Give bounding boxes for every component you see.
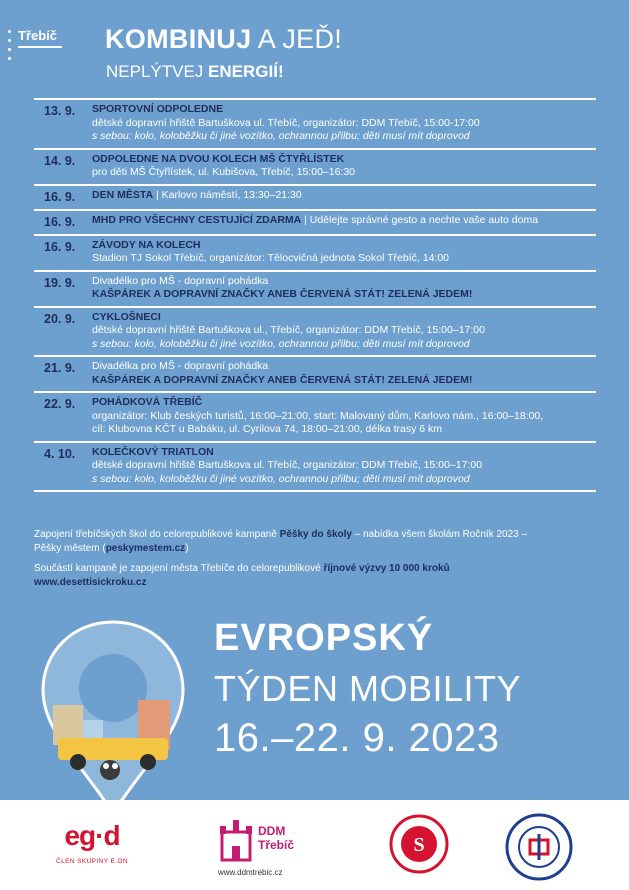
event-title-text: MHD PRO VŠECHNY CESTUJÍCÍ ZDARMA	[92, 213, 302, 226]
event-row	[34, 357, 596, 393]
event-title-text: CYKLOŠNECI	[92, 310, 161, 323]
main-title: KOMBINUJ A JEĎ!	[105, 24, 343, 54]
event-title	[92, 396, 596, 410]
event-inline-detail: | Udělejte správné gesto a nechte vaše auto doma	[301, 213, 539, 226]
event-title	[92, 446, 596, 460]
peskymestem-link[interactable]: peskymestem.cz	[105, 543, 186, 554]
info-paragraph-schools: Zapojení třebíčských škol do celorepublikové kampaně Pěšky do školy – nabídka všem školám Ročník 2023 – Pěšky městem (peskymestem.cz)	[34, 529, 528, 554]
event-intro: Divadélka pro MŠ - dopravní pohádka	[92, 360, 269, 372]
event-detail: organizátor: Klub českých turistů, 16:00–21:00, start: Malovaný dům, Karlovo nám., 16:00–18:00,	[92, 409, 544, 422]
event-title-text: SPORTOVNÍ ODPOLEDNE	[92, 103, 224, 115]
event-detail: cíl: Klubovna KČT u Babáku, ul. Cyrilova 74, 18:00–21:00, délka trasy 6 km	[92, 423, 442, 435]
sponsor-footer	[0, 800, 629, 890]
egd-logo	[52, 820, 132, 880]
egd-logo-word: eg·d	[64, 820, 120, 851]
event-detail: Stadion TJ Sokol Třebíč, organizátor: Tělocvičná jednota Sokol Třebíč, 14:00	[92, 252, 450, 264]
event-title	[92, 311, 596, 325]
event-body	[92, 103, 596, 144]
logo-dots	[8, 30, 12, 66]
event-date: 20. 9.	[44, 311, 76, 326]
event-title	[92, 214, 596, 228]
city-logo	[8, 28, 64, 70]
event-date: 13. 9.	[44, 104, 76, 118]
event-date: 4. 10.	[44, 446, 76, 461]
ddm-logo-line1: DDM	[258, 824, 286, 838]
event-detail: dětské dopravní hřiště Bartuškova ul. Třebíč, organizátor: DDM Třebíč, 15:00-17:00	[92, 116, 480, 129]
event-body	[92, 311, 596, 352]
event-title-text: KOLEČKOVÝ TRIATLON	[92, 445, 214, 458]
event-body	[92, 446, 596, 487]
event-date: 16. 9.	[44, 214, 76, 229]
castle-icon	[218, 818, 254, 864]
ddm-logo	[218, 816, 314, 882]
event-date: 21. 9.	[44, 361, 76, 375]
event-body	[92, 214, 596, 230]
event-date: 16. 9.	[44, 189, 76, 204]
event-note: s sebou: kolo, koloběžku či jiné vozítko, ochrannou přilbu; děti musí mít doprovod	[92, 472, 470, 485]
event-date: 16. 9.	[44, 239, 76, 254]
banner-dates: 16.–22. 9. 2023	[214, 716, 500, 760]
event-highlight: KAŠPÁREK A DOPRAVNÍ ZNAČKY ANEB ČERVENÁ STÁT! ZELENÁ JEDEM!	[92, 373, 473, 386]
map-pin-illustration	[38, 620, 188, 815]
event-body	[92, 275, 596, 302]
info-block	[34, 528, 604, 596]
event-row	[34, 393, 596, 443]
event-row	[34, 308, 596, 358]
event-row	[34, 186, 596, 211]
event-title	[92, 189, 596, 203]
event-row	[34, 100, 596, 150]
event-title	[92, 239, 596, 253]
banner-line-2: TÝDEN MOBILITY	[214, 668, 522, 709]
info-paragraph-steps: Součástí kampaně je zapojení města Třebíče do celorepublikové říjnové výzvy 10 000 kroků www.desettisickroku.cz	[34, 563, 450, 588]
event-date: 14. 9.	[44, 153, 76, 168]
event-title	[92, 153, 596, 167]
event-note: s sebou: kolo, koloběžku či jiné vozítko, ochrannou přilbu; děti musí mít doprovod	[92, 130, 470, 142]
subtitle: NEPLÝTVEJ ENERGIÍ!	[106, 62, 284, 81]
desettisickroku-link[interactable]: www.desettisickroku.cz	[34, 577, 147, 588]
event-date: 22. 9.	[44, 397, 76, 411]
event-detail: dětské dopravní hřiště Bartuškova ul., Třebíč, organizátor: DDM Třebíč, 15:00–17:00	[92, 324, 485, 336]
event-title-text: POHÁDKOVÁ TŘEBÍČ	[92, 396, 203, 408]
egd-logo-subtitle: ČLEN SKUPINY E.ON	[55, 858, 129, 865]
event-body	[92, 239, 596, 266]
event-inline-detail: | Karlovo náměstí, 13:30–21:30	[153, 188, 302, 201]
event-body	[92, 360, 596, 387]
kct-logo	[504, 812, 574, 882]
city-logo-text: Třebíč	[18, 28, 58, 43]
event-body	[92, 189, 596, 205]
event-title	[92, 103, 596, 117]
logo-bar	[18, 46, 62, 48]
events-list	[34, 98, 596, 492]
event-body	[92, 153, 596, 180]
event-row	[34, 272, 596, 308]
event-detail: pro děti MŠ Čtyřlístek, ul. Kubišova, Třebíč, 15:00–16:30	[92, 166, 356, 178]
event-title-text: ZÁVODY NA KOLECH	[92, 238, 201, 251]
sokol-logo	[389, 814, 449, 874]
event-row	[34, 236, 596, 272]
event-date: 19. 9.	[44, 275, 76, 290]
event-row	[34, 211, 596, 236]
event-highlight: KAŠPÁREK A DOPRAVNÍ ZNAČKY ANEB ČERVENÁ STÁT! ZELENÁ JEDEM!	[92, 288, 473, 300]
event-body	[92, 396, 596, 437]
event-row	[34, 443, 596, 493]
event-row	[34, 150, 596, 186]
event-title-text: ODPOLEDNE NA DVOU KOLECH MŠ ČTYŘLÍSTEK	[92, 152, 345, 165]
svg-text:S: S	[413, 834, 425, 856]
event-title-text: DEN MĚSTA	[92, 188, 154, 201]
banner-line-1: EVROPSKÝ	[214, 617, 434, 659]
event-note: s sebou: kolo, koloběžku či jiné vozítko, ochrannou přilbu; děti musí mít doprovod	[92, 337, 470, 350]
ddm-website[interactable]: www.ddmtrebic.cz	[218, 868, 283, 877]
event-intro: Divadélko pro MŠ - dopravní pohádka	[92, 274, 269, 287]
ddm-logo-line2: Třebíč	[258, 838, 295, 852]
event-detail: dětské dopravní hřiště Bartuškova ul. Třebíč, organizátor: DDM Třebíč, 15:00–17:00	[92, 459, 483, 471]
